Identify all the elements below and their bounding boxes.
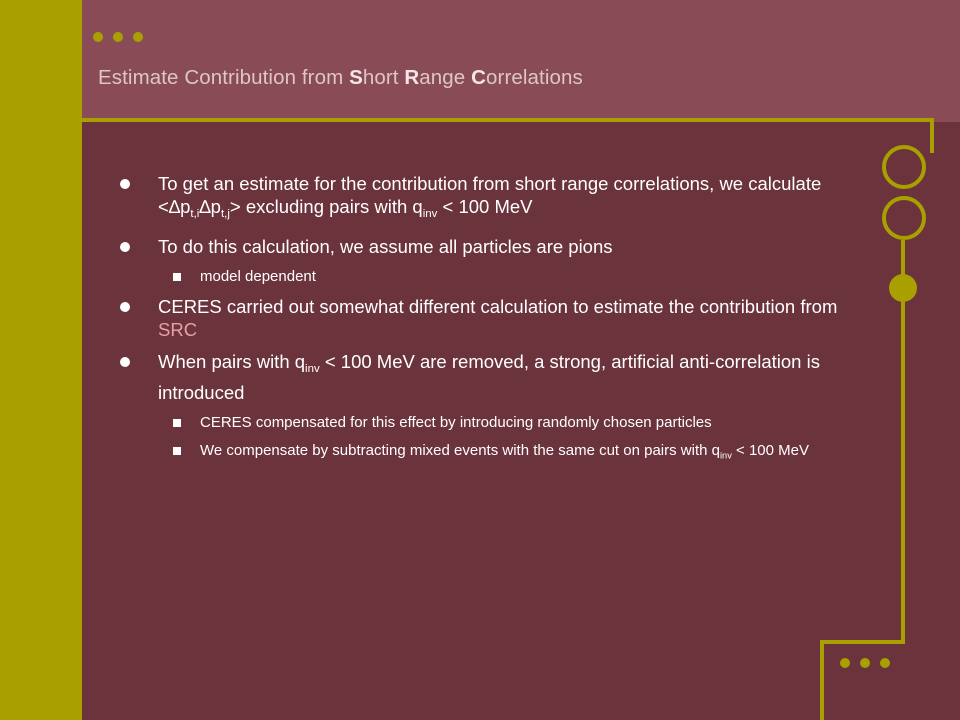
bullet-item bbox=[120, 172, 875, 226]
square-bullet-icon bbox=[173, 273, 181, 281]
decor-dot bbox=[880, 658, 890, 668]
text-segment: When pairs with q bbox=[158, 351, 306, 372]
text-segment: We compensate by subtracting mixed events with the same cut on pairs with q bbox=[200, 442, 720, 459]
title-part: Estimate Contribution from bbox=[98, 66, 350, 89]
bullet-text bbox=[158, 351, 820, 403]
decor-dot bbox=[860, 658, 870, 668]
sub-bullet-item bbox=[120, 441, 875, 465]
text-segment: < 100 MeV are removed, a strong, artificial anti-correlation is introduced bbox=[158, 351, 820, 403]
bullet-text bbox=[200, 414, 712, 431]
title-letter-c: C bbox=[471, 66, 487, 89]
decor-ring-upper bbox=[882, 145, 926, 189]
subscript: inv bbox=[719, 450, 732, 461]
text-segment: To get an estimate for the contribution from short range correlations, we calculate < bbox=[158, 173, 822, 217]
subscript: t,i bbox=[190, 208, 200, 220]
slide-title bbox=[98, 66, 583, 90]
subscript: t,j bbox=[220, 208, 230, 220]
bullet-text bbox=[200, 442, 809, 459]
title-part: hort bbox=[362, 66, 405, 89]
text-segment: To do this calculation, we assume all particles are pions bbox=[158, 236, 613, 257]
bullet-text bbox=[158, 236, 613, 257]
text-segment: < 100 MeV bbox=[437, 196, 533, 217]
title-letter-r: R bbox=[404, 66, 420, 89]
frame-top-line bbox=[82, 118, 934, 122]
frame-bottom-line bbox=[820, 640, 905, 644]
subscript: inv bbox=[422, 208, 438, 220]
round-bullet-icon bbox=[120, 242, 130, 252]
text-segment: CERES carried out somewhat different calculation to estimate the contribution from bbox=[158, 296, 838, 317]
text-segment: model dependent bbox=[200, 268, 316, 285]
text-segment: ∆p bbox=[168, 196, 191, 217]
decor-dot bbox=[133, 32, 143, 42]
text-segment: CERES compensated for this effect by introducing randomly chosen particles bbox=[200, 414, 712, 431]
header-band bbox=[82, 0, 960, 122]
sub-bullet-item bbox=[120, 413, 875, 433]
text-segment: < 100 MeV bbox=[731, 442, 810, 459]
decor-dot bbox=[93, 32, 103, 42]
title-part: ange bbox=[419, 66, 472, 89]
text-segment: ∆p bbox=[199, 196, 221, 217]
bullet-text bbox=[158, 296, 837, 340]
sub-bullet-item bbox=[120, 267, 875, 287]
title-letter-s: S bbox=[349, 66, 363, 89]
round-bullet-icon bbox=[120, 357, 130, 367]
highlight-text: SRC bbox=[158, 319, 198, 340]
bullet-item bbox=[120, 350, 875, 404]
left-accent-bar bbox=[0, 0, 82, 720]
round-bullet-icon bbox=[120, 302, 130, 312]
round-bullet-icon bbox=[120, 179, 130, 189]
decor-ring-lower bbox=[882, 196, 926, 240]
decor-dot bbox=[840, 658, 850, 668]
bullet-item bbox=[120, 295, 875, 341]
text-segment: > excluding pairs with q bbox=[229, 196, 423, 217]
title-part: orrelations bbox=[486, 66, 583, 89]
frame-right-upper-line bbox=[930, 118, 934, 153]
square-bullet-icon bbox=[173, 419, 181, 427]
decor-dot bbox=[113, 32, 123, 42]
frame-bottom-left-line bbox=[820, 640, 824, 720]
bullet-item bbox=[120, 235, 875, 258]
bullet-text bbox=[200, 268, 316, 285]
frame-right-long-line bbox=[901, 240, 905, 643]
bullet-text bbox=[158, 173, 822, 220]
square-bullet-icon bbox=[173, 447, 181, 455]
subscript: inv bbox=[305, 363, 320, 375]
bullet-list bbox=[120, 172, 875, 473]
